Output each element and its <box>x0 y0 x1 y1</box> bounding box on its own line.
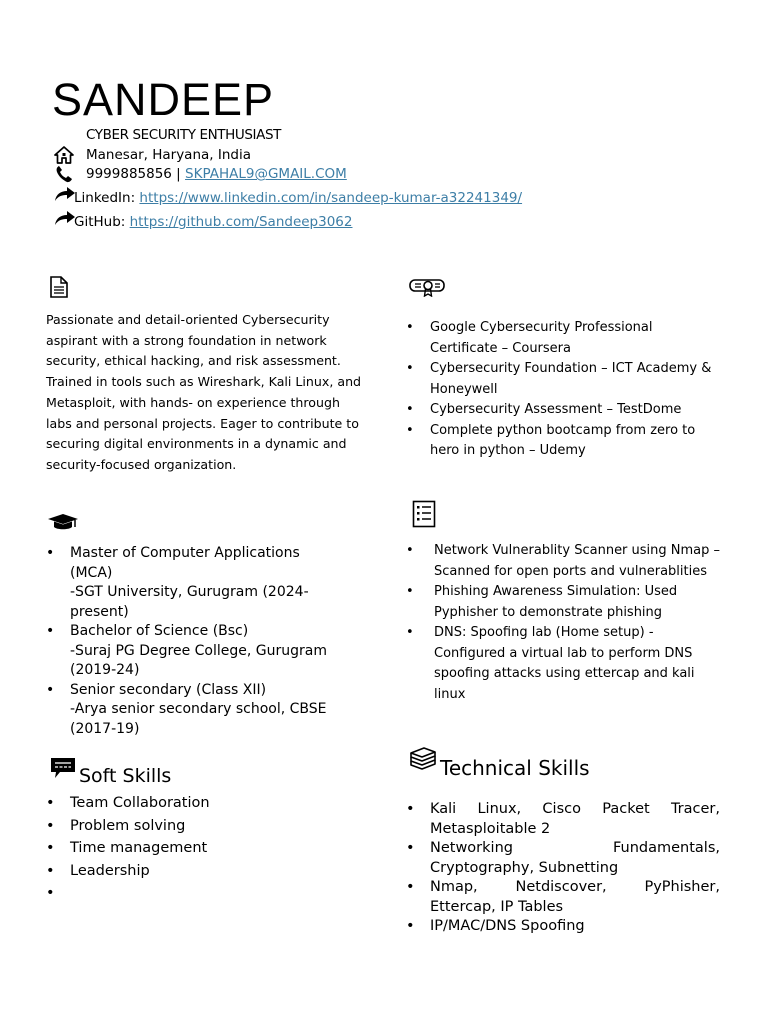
degree-detail: -Suraj PG Degree College, Gurugram (2019-24) <box>70 642 327 678</box>
phone-icon <box>55 165 73 183</box>
list-item: • Leadership <box>46 860 346 883</box>
github-line <box>74 214 353 230</box>
location-text: Manesar, Haryana, India <box>86 147 251 163</box>
soft-skills-heading: Soft Skills <box>79 765 172 787</box>
list-item <box>46 882 346 905</box>
degree-title: • Bachelor of Science (Bsc) <box>70 623 249 639</box>
list-item <box>46 544 346 622</box>
technical-skills-heading: Technical Skills <box>440 756 590 780</box>
certifications-list <box>406 318 716 462</box>
list-item: • Time management <box>46 837 346 860</box>
share-arrow-icon <box>54 210 76 226</box>
technical-skills-list <box>406 800 720 937</box>
degree-title: • Senior secondary (Class XII) <box>70 681 267 698</box>
github-label: GitHub: <box>74 214 130 230</box>
contact-line <box>86 166 347 182</box>
soft-skills-list <box>46 792 346 905</box>
linkedin-line <box>74 190 522 206</box>
resume-name: SANDEEP <box>52 74 275 125</box>
list-item: • Problem solving <box>46 815 346 838</box>
books-icon <box>409 747 437 773</box>
degree-detail: -SGT University, Gurugram (2024-present) <box>70 584 309 620</box>
document-icon <box>49 276 69 298</box>
checklist-icon <box>412 500 436 528</box>
chat-bubble-icon <box>50 757 76 779</box>
list-item: • Phishing Awareness Simulation: Used Pyphisher to demonstrate phishing <box>406 582 726 623</box>
certificate-icon <box>409 277 445 297</box>
list-item <box>46 681 346 740</box>
list-item: • Cybersecurity Assessment – TestDome <box>406 400 716 421</box>
list-item: • DNS: Spoofing lab (Home setup) - Configured a virtual lab to perform DNS spoofing attacks using ettercap and kali linux <box>406 623 726 705</box>
list-item: • Network Vulnerablity Scanner using Nmap –Scanned for open ports and vulnerablities <box>406 541 726 582</box>
list-item: • Cybersecurity Foundation – ICT Academy & Honeywell <box>406 359 716 400</box>
list-item: • Networking Fundamentals, Cryptography, Subnetting <box>406 839 720 878</box>
list-item: • IP/MAC/DNS Spoofing <box>406 917 720 937</box>
list-item <box>46 622 346 681</box>
share-arrow-icon <box>54 186 76 202</box>
projects-list <box>406 541 726 705</box>
list-item: • Nmap, Netdiscover, PyPhisher, Ettercap, IP Tables <box>406 878 720 917</box>
email-link[interactable]: SKPAHAL9@GMAIL.COM <box>185 166 347 182</box>
degree-detail: -Arya senior secondary school, CBSE (2017-19) <box>70 701 327 737</box>
graduation-cap-icon <box>47 513 79 531</box>
list-item: • Team Collaboration <box>46 792 346 815</box>
github-link[interactable]: https://github.com/Sandeep3062 <box>129 214 353 230</box>
list-item: • Google Cybersecurity Professional Certificate – Coursera <box>406 318 716 359</box>
phone-number: 9999885856 | <box>86 166 181 182</box>
degree-title: • Master of Computer Applications (MCA) <box>70 545 300 581</box>
list-item: • Complete python bootcamp from zero to hero in python – Udemy <box>406 421 716 462</box>
linkedin-link[interactable]: https://www.linkedin.com/in/sandeep-kumar-a32241349/ <box>139 190 523 206</box>
list-item: • Kali Linux, Cisco Packet Tracer, Metasploitable 2 <box>406 800 720 839</box>
profile-summary: Passionate and detail-oriented Cybersecurity aspirant with a strong foundation in network security, ethical hacking, and risk assessment. Trained in tools such as Wireshark, Kali Linux, and Metasploit, with hands- on experience through labs and personal projects. Eager to contribute to securing digital environments in a dynamic and security-focused organization. <box>46 312 362 472</box>
linkedin-label: LinkedIn: <box>74 190 140 206</box>
job-title: CYBER SECURITY ENTHUSIAST <box>86 127 281 143</box>
home-icon <box>54 146 74 164</box>
education-list <box>46 544 346 739</box>
